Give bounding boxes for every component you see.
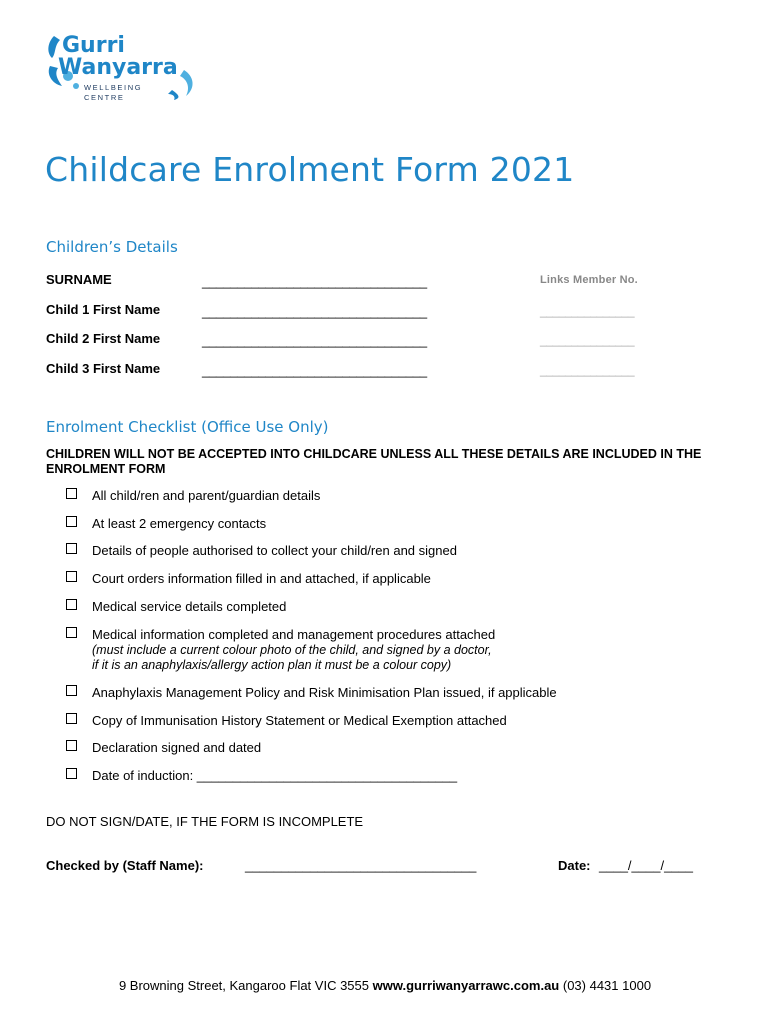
child2-label: Child 2 First Name [46, 331, 161, 346]
checklist-item-note: (must include a current colour photo of the child, and signed by a doctor, [92, 642, 492, 657]
child1-label: Child 1 First Name [46, 302, 161, 317]
logo-sub-1: WELLBEING [84, 83, 143, 92]
checklist-item: Declaration signed and dated [92, 740, 262, 755]
checklist-warning: CHILDREN WILL NOT BE ACCEPTED INTO CHILDCARE UNLESS ALL THESE DETAILS ARE INCLUDED IN THE ENROLMENT FORM [46, 447, 702, 476]
logo-word-2: Wanyarra [58, 55, 178, 80]
checked-by-label: Checked by (Staff Name): [46, 858, 204, 873]
links-member-label: Links Member No. [540, 274, 638, 286]
footer-website[interactable]: www.gurriwanyarrawc.com.au [372, 978, 560, 993]
checkbox[interactable] [66, 740, 77, 751]
checklist-item: Copy of Immunisation History Statement or Medical Exemption attached [92, 713, 507, 728]
checklist-item: Details of people authorised to collect your child/ren and signed [92, 543, 457, 558]
footer-address: 9 Browning Street, Kangaroo Flat VIC 3555 [118, 978, 373, 993]
checklist-heading: Enrolment Checklist (Office Use Only) [46, 418, 329, 436]
child3-field[interactable]: ________________________________ [202, 363, 427, 378]
links-member-field-2[interactable]: _______________ [540, 333, 635, 347]
do-not-sign-notice: DO NOT SIGN/DATE, IF THE FORM IS INCOMPLETE [46, 814, 364, 829]
footer [0, 978, 770, 993]
splash-shape [180, 70, 193, 96]
checklist-item-text: Medical information completed and management procedures attached [92, 627, 496, 642]
links-member-field-3[interactable]: _______________ [540, 363, 635, 377]
children-section-heading: Children’s Details [46, 238, 178, 256]
checklist-item: Anaphylaxis Management Policy and Risk Minimisation Plan issued, if applicable [92, 685, 557, 700]
logo-sub-2: CENTRE [84, 93, 125, 102]
splash-dot [73, 83, 79, 89]
checklist-item-note: if it is an anaphylaxis/allergy action plan it must be a colour copy) [92, 658, 452, 672]
checkbox[interactable] [66, 599, 77, 610]
checkbox[interactable] [66, 488, 77, 499]
checklist-item-induction[interactable]: Date of induction: ____________________________________ [92, 768, 458, 783]
checkbox[interactable] [66, 768, 77, 779]
footer-phone: (03) 4431 1000 [559, 978, 652, 993]
gurri-wanyarra-logo [44, 28, 204, 104]
logo-word-1: Gurri [62, 33, 125, 58]
surname-label: SURNAME [46, 272, 112, 287]
checkbox[interactable] [66, 571, 77, 582]
page-title: Childcare Enrolment Form 2021 [45, 150, 575, 189]
checkbox[interactable] [66, 543, 77, 554]
child1-field[interactable]: ________________________________ [202, 304, 427, 319]
checkbox[interactable] [66, 713, 77, 724]
checklist-item-medical [92, 627, 495, 674]
checkbox[interactable] [66, 685, 77, 696]
links-member-field-1[interactable]: _______________ [540, 304, 635, 318]
splash-shape [168, 90, 178, 100]
staff-name-field[interactable]: ________________________________ [245, 858, 477, 873]
surname-field[interactable]: ________________________________ [202, 274, 427, 289]
checkbox[interactable] [66, 627, 77, 638]
child2-field[interactable]: ________________________________ [202, 333, 427, 348]
date-field[interactable]: ____/____/____ [599, 858, 693, 873]
checkbox[interactable] [66, 516, 77, 527]
checklist-item: At least 2 emergency contacts [92, 516, 267, 531]
child3-label: Child 3 First Name [46, 361, 161, 376]
checklist-item: Court orders information filled in and attached, if applicable [92, 571, 431, 586]
checklist-item: Medical service details completed [92, 599, 287, 614]
checklist-item: All child/ren and parent/guardian details [92, 488, 321, 503]
date-label: Date: [558, 858, 591, 873]
